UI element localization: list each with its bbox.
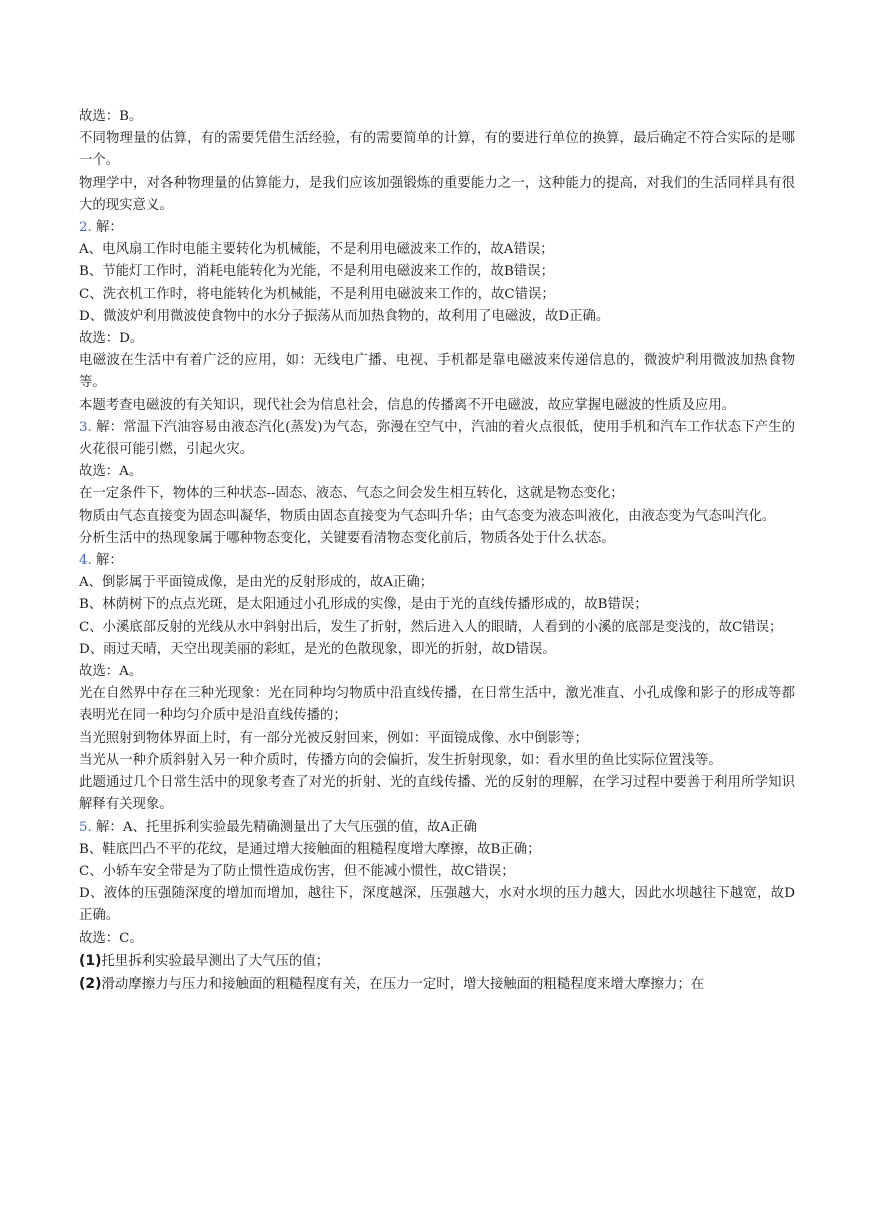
question-text: 解：A、托里拆利实验最先精确测量出了大气压强的值，故A正确 [91, 819, 477, 835]
paragraph: D、微波炉利用微波使食物中的水分子振荡从而加热食物的，故利用了电磁波，故D正确。 [79, 308, 610, 324]
question-number: 3. [79, 419, 92, 435]
paragraph: C、小溪底部反射的光线从水中斜射出后，发生了折射，然后进入人的眼睛，人看到的小溪的底部是变浅的，故C错误； [79, 619, 783, 635]
paragraph: 当光照射到物体界面上时，有一部分光被反射回来，例如：平面镜成像、水中倒影等； [79, 730, 588, 746]
paragraph: 在一定条件下，物体的三种状态--固态、液态、气态之间会发生相互转化，这就是物态变化； [79, 486, 624, 502]
paragraph: 故选：D。 [79, 331, 144, 347]
paragraph: 光在自然界中存在三种光现象：光在同种均匀物质中沿直线传播，在日常生活中，激光准直、小孔成像和影子的形成等都表明光在同一种均匀介质中是沿直线传播的； [79, 686, 795, 724]
question-header [79, 417, 795, 461]
paragraph: 故选：B。 [79, 109, 143, 124]
question-text: 解： [91, 220, 123, 236]
paragraph: 故选：A。 [79, 664, 143, 680]
paragraph: 本题考查电磁波的有关知识，现代社会为信息社会，信息的传播离不开电磁波，故应掌握电磁波的性质及应用。 [79, 397, 736, 413]
question-text: 解： [91, 553, 123, 569]
answer-content [79, 106, 795, 996]
numbered-point [79, 950, 795, 973]
paragraph: 物理学中，对各种物理量的估算能力，是我们应该加强锻炼的重要能力之一，这种能力的提高，对我们的生活同样具有很大的现实意义。 [79, 175, 795, 213]
paragraph: 分析生活中的热现象属于哪种物态变化，关键要看清物态变化前后，物质各处于什么状态。 [79, 530, 615, 546]
question-text: 解：常温下汽油容易由液态汽化(蒸发)为气态，弥漫在空气中，汽油的着火点很低，使用手机和汽车工作状态下产生的火花很可能引燃，引起火灾。 [79, 419, 795, 458]
numbered-point [79, 973, 795, 996]
paragraph: 不同物理量的估算，有的需要凭借生活经验，有的需要简单的计算，有的要进行单位的换算，最后确定不符合实际的是哪一个。 [79, 131, 795, 169]
paragraph: B、鞋底凹凸不平的花纹，是通过增大接触面的粗糙程度增大摩擦，故B正确； [79, 841, 541, 857]
paragraph: 电磁波在生活中有着广泛的应用，如：无线电广播、电视、手机都是靠电磁波来传递信息的，微波炉利用微波加热食物等。 [79, 353, 795, 391]
paragraph: A、倒影属于平面镜成像，是由光的反射形成的，故A正确； [79, 575, 434, 591]
paragraph: 故选：C。 [79, 930, 143, 946]
paragraph: B、林荫树下的点点光斑，是太阳通过小孔形成的实像，是由于光的直线传播形成的，故B错误； [79, 597, 648, 613]
point-text: 滑动摩擦力与压力和接触面的粗糙程度有关，在压力一定时，增大接触面的粗糙程度来增大摩擦力；在 [101, 976, 705, 992]
question-number: 2. [79, 220, 92, 236]
paragraph: 物质由气态直接变为固态叫凝华，物质由固态直接变为气态叫升华；由气态变为液态叫液化，由液态变为气态叫汽化。 [79, 508, 776, 524]
paragraph: 故选：A。 [79, 464, 143, 480]
point-number: (2) [79, 975, 102, 992]
question-number: 5. [79, 819, 92, 835]
paragraph: 此题通过几个日常生活中的现象考查了对光的折射、光的直线传播、光的反射的理解，在学习过程中要善于利用所学知识解释有关现象。 [79, 775, 795, 813]
point-number: (1) [79, 952, 102, 969]
question-header [79, 217, 795, 239]
paragraph: D、雨过天晴，天空出现美丽的彩虹，是光的色散现象，即光的折射，故D错误。 [79, 641, 556, 657]
paragraph: B、节能灯工作时，消耗电能转化为光能，不是利用电磁波来工作的，故B错误； [79, 264, 554, 280]
point-text: 托里拆利实验最早测出了大气压的值； [101, 953, 330, 969]
paragraph: C、小轿车安全带是为了防止惯性造成伤害，但不能减小惯性，故C错误； [79, 863, 515, 879]
question-number: 4. [79, 553, 92, 569]
paragraph: 当光从一种介质斜射入另一种介质时，传播方向的会偏折，发生折射现象，如：看水里的鱼比实际位置浅等。 [79, 752, 722, 768]
paragraph: A、电风扇工作时电能主要转化为机械能，不是利用电磁波来工作的，故A错误； [79, 242, 554, 258]
paragraph: D、液体的压强随深度的增加而增加，越往下，深度越深，压强越大，水对水坝的压力越大，因此水坝越往下越宽，故D正确。 [79, 886, 795, 924]
question-header [79, 550, 795, 572]
paragraph: C、洗衣机工作时，将电能转化为机械能，不是利用电磁波来工作的，故C错误； [79, 286, 555, 302]
question-header [79, 817, 795, 839]
